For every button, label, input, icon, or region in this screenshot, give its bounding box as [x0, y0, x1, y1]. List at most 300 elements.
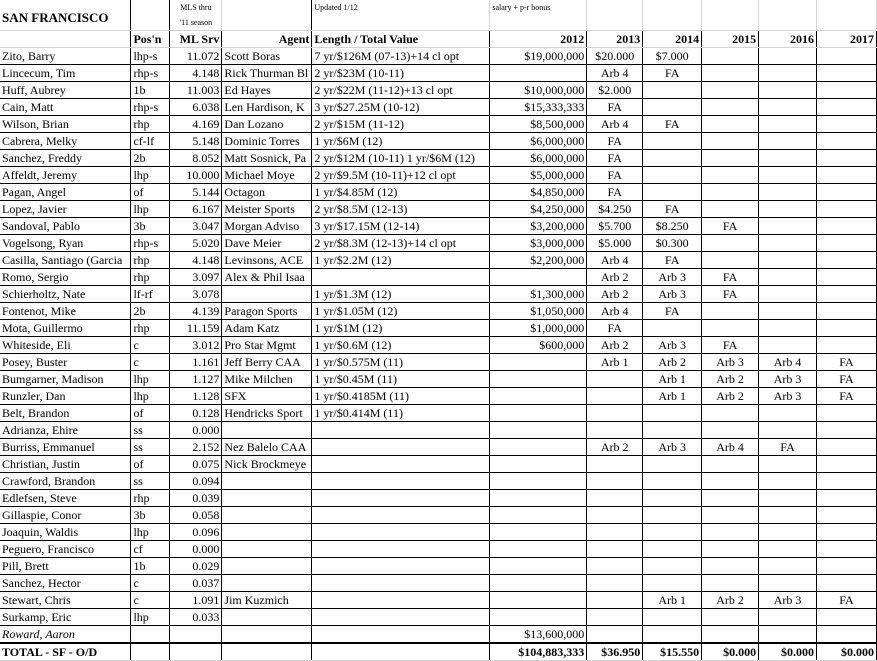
salary-2012: [490, 354, 587, 371]
year-2017: [816, 575, 876, 592]
contract: 1 yr/$0.4185M (11): [312, 388, 490, 405]
position: ss: [131, 422, 170, 439]
year-2013: Arb 4: [587, 252, 643, 269]
year-2014: [643, 558, 702, 575]
ml-service: 0.039: [170, 490, 222, 507]
contract: 2 yr/$15M (11-12): [312, 116, 490, 133]
agent: Hendricks Sport: [222, 405, 312, 422]
year-2014: Arb 3: [643, 337, 702, 354]
mls-note: MLS thru '11 season: [170, 0, 222, 31]
total-2013: $36.950: [587, 643, 643, 661]
position: lhp: [131, 609, 170, 626]
ml-service: 3.078: [170, 286, 222, 303]
ml-service: 5.144: [170, 184, 222, 201]
year-2017: [816, 422, 876, 439]
year-2014: Arb 3: [643, 286, 702, 303]
year-2015: [702, 48, 759, 65]
year-2016: [759, 320, 817, 337]
position: of: [131, 456, 170, 473]
table-row: [0, 558, 877, 575]
year-2013: Arb 2: [587, 286, 643, 303]
year-2013: [587, 558, 643, 575]
contract: 2 yr/$8.3M (12-13)+14 cl opt: [312, 235, 490, 252]
agent: Scott Boras: [222, 48, 312, 65]
ml-service: 2.152: [170, 439, 222, 456]
agent: Michael Moye: [222, 167, 312, 184]
agent: Nez Balelo CAA: [222, 439, 312, 456]
position: 3b: [131, 507, 170, 524]
year-2016: [759, 303, 817, 320]
contract: 2 yr/$12M (10-11) 1 yr/$6M (12): [312, 150, 490, 167]
salary-2012: $2,200,000: [490, 252, 587, 269]
position: rhp: [131, 320, 170, 337]
agent: Paragon Sports: [222, 303, 312, 320]
player-name: Wilson, Brian: [0, 116, 131, 133]
year-2016: Arb 3: [759, 388, 817, 405]
agent: [222, 626, 312, 644]
table-row: [0, 524, 877, 541]
position: 2b: [131, 303, 170, 320]
player-name: Romo, Sergio: [0, 269, 131, 286]
year-2013: [587, 405, 643, 422]
salary-2012: [490, 371, 587, 388]
agent: Adam Katz: [222, 320, 312, 337]
year-2014: [643, 150, 702, 167]
position: of: [131, 405, 170, 422]
agent: Jeff Berry CAA: [222, 354, 312, 371]
agent: [222, 473, 312, 490]
year-2017: [816, 99, 876, 116]
contract: [312, 558, 490, 575]
contract: 1 yr/$6M (12): [312, 133, 490, 150]
table-row: [0, 116, 877, 133]
table-row: [0, 405, 877, 422]
player-name: Lopez, Javier: [0, 201, 131, 218]
year-2015: [702, 116, 759, 133]
player-name: Pagan, Angel: [0, 184, 131, 201]
table-row: [0, 48, 877, 65]
agent: [222, 490, 312, 507]
agent: Meister Sports: [222, 201, 312, 218]
year-2015: [702, 626, 759, 644]
year-2015: [702, 65, 759, 82]
year-2014: [643, 541, 702, 558]
salary-2012: [490, 405, 587, 422]
year-2017: [816, 439, 876, 456]
salary-2012: [490, 592, 587, 609]
agent: [222, 609, 312, 626]
table-row: [0, 201, 877, 218]
year-2014: [643, 473, 702, 490]
agent: Levinsons, ACE: [222, 252, 312, 269]
salary-2012: $600,000: [490, 337, 587, 354]
ml-service: 0.029: [170, 558, 222, 575]
year-2015: FA: [702, 286, 759, 303]
total-label: TOTAL - SF - O/D: [0, 643, 131, 661]
agent: Octagon: [222, 184, 312, 201]
salary-2012: [490, 558, 587, 575]
year-2013: Arb 4: [587, 65, 643, 82]
year-2013: FA: [587, 133, 643, 150]
table-row: [0, 65, 877, 82]
agent: Len Hardison, K: [222, 99, 312, 116]
agent: Ed Hayes: [222, 82, 312, 99]
player-name: Huff, Aubrey: [0, 82, 131, 99]
year-2017: FA: [816, 388, 876, 405]
contract: 1 yr/$2.2M (12): [312, 252, 490, 269]
total-2014: $15.550: [643, 643, 702, 661]
year-2017: [816, 456, 876, 473]
position: of: [131, 184, 170, 201]
player-name: Edlefsen, Steve: [0, 490, 131, 507]
year-2015: FA: [702, 269, 759, 286]
player-name: Adrianza, Ehire: [0, 422, 131, 439]
year-2013: Arb 4: [587, 116, 643, 133]
contract: [312, 439, 490, 456]
year-2016: Arb 4: [759, 354, 817, 371]
player-name: Whiteside, Eli: [0, 337, 131, 354]
position: lhp: [131, 388, 170, 405]
year-2015: [702, 320, 759, 337]
header-row: [0, 31, 877, 48]
contract: 2 yr/$23M (10-11): [312, 65, 490, 82]
year-2014: $8.250: [643, 218, 702, 235]
col-header-agent: Agent: [222, 31, 312, 48]
year-2017: FA: [816, 371, 876, 388]
agent: [222, 286, 312, 303]
team-title: SAN FRANCISCO: [0, 0, 131, 31]
ml-service: 0.128: [170, 405, 222, 422]
position: lhp-s: [131, 48, 170, 65]
position: rhp-s: [131, 235, 170, 252]
position: rhp: [131, 269, 170, 286]
agent: Jim Kuzmich: [222, 592, 312, 609]
agent: [222, 507, 312, 524]
agent: Alex & Phil Isaa: [222, 269, 312, 286]
year-2016: [759, 252, 817, 269]
position: c: [131, 592, 170, 609]
ml-service: 0.000: [170, 541, 222, 558]
player-name: Roward, Aaron: [0, 626, 131, 644]
salary-2012: [490, 65, 587, 82]
year-2016: Arb 3: [759, 371, 817, 388]
year-2013: [587, 422, 643, 439]
year-2016: [759, 116, 817, 133]
year-2014: [643, 490, 702, 507]
ml-service: 0.094: [170, 473, 222, 490]
year-2013: [587, 507, 643, 524]
year-2015: FA: [702, 218, 759, 235]
year-2016: [759, 626, 817, 644]
total-2012: $104,883,333: [490, 643, 587, 661]
position: 2b: [131, 150, 170, 167]
year-2017: [816, 133, 876, 150]
table-row: [0, 439, 877, 456]
year-2016: [759, 218, 817, 235]
col-header-2013: 2013: [587, 31, 643, 48]
salary-2012: $5,000,000: [490, 167, 587, 184]
table-row: [0, 456, 877, 473]
player-name: Belt, Brandon: [0, 405, 131, 422]
year-2016: [759, 184, 817, 201]
col-header-2015: 2015: [702, 31, 759, 48]
year-2016: [759, 507, 817, 524]
salary-2012: [490, 422, 587, 439]
player-name: Cain, Matt: [0, 99, 131, 116]
year-2017: FA: [816, 592, 876, 609]
table-row: [0, 150, 877, 167]
col-header-pos: Pos'n: [131, 31, 170, 48]
ml-service: 5.148: [170, 133, 222, 150]
year-2017: [816, 218, 876, 235]
col-header-mlsrv: ML Srv: [170, 31, 222, 48]
player-name: Joaquin, Waldis: [0, 524, 131, 541]
year-2014: $7.000: [643, 48, 702, 65]
ml-service: 4.169: [170, 116, 222, 133]
year-2017: [816, 541, 876, 558]
agent: Rick Thurman Bl: [222, 65, 312, 82]
player-name: Posey, Buster: [0, 354, 131, 371]
player-name: Mota, Guillermo: [0, 320, 131, 337]
contract: 1 yr/$0.45M (11): [312, 371, 490, 388]
contract: [312, 541, 490, 558]
year-2016: [759, 286, 817, 303]
contract: [312, 609, 490, 626]
year-2013: Arb 4: [587, 303, 643, 320]
year-2015: [702, 133, 759, 150]
contract: 1 yr/$0.414M (11): [312, 405, 490, 422]
table-row: [0, 541, 877, 558]
contract: [312, 524, 490, 541]
year-2017: [816, 473, 876, 490]
total-2015: $0.000: [702, 643, 759, 661]
contract: 1 yr/$1.05M (12): [312, 303, 490, 320]
agent: Mike Milchen: [222, 371, 312, 388]
total-row: [0, 643, 877, 661]
ml-service: 0.096: [170, 524, 222, 541]
table-row: [0, 303, 877, 320]
position: ss: [131, 439, 170, 456]
year-2016: [759, 490, 817, 507]
year-2015: [702, 456, 759, 473]
ml-service: 3.097: [170, 269, 222, 286]
position: rhp-s: [131, 65, 170, 82]
player-name: Cabrera, Melky: [0, 133, 131, 150]
agent: SFX: [222, 388, 312, 405]
year-2014: Arb 1: [643, 388, 702, 405]
salary-2012: [490, 507, 587, 524]
salary-2012: $6,000,000: [490, 150, 587, 167]
year-2015: [702, 541, 759, 558]
position: rhp-s: [131, 99, 170, 116]
ml-service: 1.161: [170, 354, 222, 371]
agent: [222, 524, 312, 541]
year-2015: [702, 507, 759, 524]
table-row: [0, 269, 877, 286]
table-row: [0, 320, 877, 337]
player-name: Bumgarner, Madison: [0, 371, 131, 388]
year-2014: Arb 1: [643, 592, 702, 609]
contract: [312, 422, 490, 439]
year-2013: [587, 609, 643, 626]
table-row: [0, 422, 877, 439]
salary-2012: [490, 473, 587, 490]
year-2013: [587, 575, 643, 592]
year-2017: [816, 626, 876, 644]
total-2016: $0.000: [759, 643, 817, 661]
year-2014: FA: [643, 201, 702, 218]
year-2017: [816, 184, 876, 201]
contract: 3 yr/$27.25M (10-12): [312, 99, 490, 116]
year-2017: [816, 286, 876, 303]
year-2013: FA: [587, 320, 643, 337]
year-2016: Arb 3: [759, 592, 817, 609]
ml-service: 4.148: [170, 65, 222, 82]
year-2015: [702, 99, 759, 116]
position: 1b: [131, 82, 170, 99]
position: 3b: [131, 218, 170, 235]
salary-2012: $13,600,000: [490, 626, 587, 644]
contract: 3 yr/$17.15M (12-14): [312, 218, 490, 235]
table-row: [0, 167, 877, 184]
year-2016: [759, 235, 817, 252]
position: cf: [131, 541, 170, 558]
contract: 7 yr/$126M (07-13)+14 cl opt: [312, 48, 490, 65]
table-row: [0, 626, 877, 644]
year-2017: [816, 558, 876, 575]
year-2013: [587, 524, 643, 541]
player-name: Sanchez, Freddy: [0, 150, 131, 167]
agent: Dave Meier: [222, 235, 312, 252]
player-name: Affeldt, Jeremy: [0, 167, 131, 184]
col-header-2016: 2016: [759, 31, 817, 48]
year-2014: Arb 1: [643, 371, 702, 388]
contract: [312, 269, 490, 286]
year-2016: [759, 473, 817, 490]
year-2014: [643, 609, 702, 626]
position: 1b: [131, 558, 170, 575]
year-2017: [816, 150, 876, 167]
year-2015: Arb 2: [702, 371, 759, 388]
year-2015: [702, 490, 759, 507]
agent: Pro Star Mgmt: [222, 337, 312, 354]
year-2017: [816, 48, 876, 65]
player-name: Crawford, Brandon: [0, 473, 131, 490]
salary-2012: [490, 388, 587, 405]
year-2016: [759, 575, 817, 592]
year-2017: [816, 82, 876, 99]
table-row: [0, 609, 877, 626]
year-2013: $5.700: [587, 218, 643, 235]
year-2015: [702, 575, 759, 592]
position: rhp: [131, 252, 170, 269]
year-2014: [643, 82, 702, 99]
year-2014: $0.300: [643, 235, 702, 252]
ml-service: 11.159: [170, 320, 222, 337]
contract: [312, 456, 490, 473]
year-2015: [702, 184, 759, 201]
position: lhp: [131, 524, 170, 541]
year-2013: Arb 1: [587, 354, 643, 371]
year-2013: FA: [587, 167, 643, 184]
year-2017: FA: [816, 354, 876, 371]
contract: 1 yr/$1.3M (12): [312, 286, 490, 303]
contract: [312, 626, 490, 644]
year-2014: FA: [643, 65, 702, 82]
year-2014: Arb 3: [643, 269, 702, 286]
year-2015: [702, 405, 759, 422]
contract: 2 yr/$8.5M (12-13): [312, 201, 490, 218]
position: cf-lf: [131, 133, 170, 150]
position: c: [131, 354, 170, 371]
year-2015: [702, 422, 759, 439]
player-name: Surkamp, Eric: [0, 609, 131, 626]
contract: [312, 575, 490, 592]
table-row: [0, 286, 877, 303]
year-2016: [759, 48, 817, 65]
ml-service: 4.148: [170, 252, 222, 269]
agent: Nick Brockmeye: [222, 456, 312, 473]
year-2017: [816, 252, 876, 269]
player-name: Casilla, Santiago (Garcia: [0, 252, 131, 269]
player-name: Vogelsong, Ryan: [0, 235, 131, 252]
agent: [222, 422, 312, 439]
year-2016: [759, 150, 817, 167]
year-2016: [759, 422, 817, 439]
table-row: [0, 507, 877, 524]
year-2017: [816, 303, 876, 320]
year-2017: [816, 524, 876, 541]
table-row: [0, 354, 877, 371]
salary-2012: [490, 524, 587, 541]
year-2016: [759, 337, 817, 354]
table-row: [0, 388, 877, 405]
position: lhp: [131, 167, 170, 184]
year-2017: [816, 235, 876, 252]
contract: 2 yr/$22M (11-12)+13 cl opt: [312, 82, 490, 99]
ml-service: 6.038: [170, 99, 222, 116]
player-name: Peguero, Francisco: [0, 541, 131, 558]
year-2015: [702, 303, 759, 320]
table-row: [0, 371, 877, 388]
salary-2012: $10,000,000: [490, 82, 587, 99]
year-2013: $20.000: [587, 48, 643, 65]
year-2013: [587, 473, 643, 490]
year-2014: [643, 575, 702, 592]
year-2015: [702, 150, 759, 167]
year-2017: [816, 116, 876, 133]
player-name: Pill, Brett: [0, 558, 131, 575]
year-2016: [759, 558, 817, 575]
year-2017: [816, 405, 876, 422]
contract: [312, 490, 490, 507]
col-header-2017: 2017: [816, 31, 876, 48]
position: ss: [131, 473, 170, 490]
salary-2012: [490, 456, 587, 473]
table-row: [0, 82, 877, 99]
salary-2012: $1,050,000: [490, 303, 587, 320]
contract: 1 yr/$0.6M (12): [312, 337, 490, 354]
ml-service: 0.037: [170, 575, 222, 592]
salary-2012: [490, 439, 587, 456]
agent: Dan Lozano: [222, 116, 312, 133]
ml-service: 11.072: [170, 48, 222, 65]
year-2016: FA: [759, 439, 817, 456]
year-2014: [643, 626, 702, 644]
year-2015: [702, 167, 759, 184]
player-name: Schierholtz, Nate: [0, 286, 131, 303]
table-row: [0, 575, 877, 592]
